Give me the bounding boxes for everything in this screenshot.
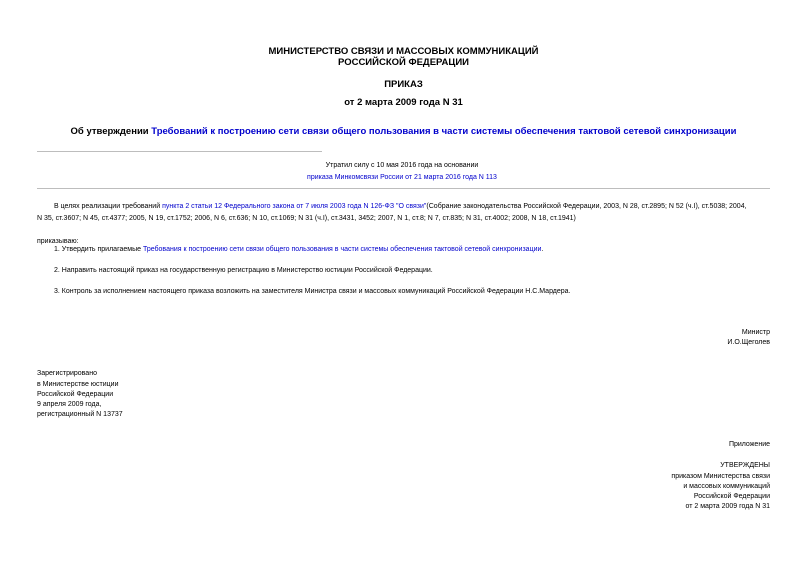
appendix-line4: от 2 марта 2009 года N 31	[685, 503, 770, 510]
order-item-1	[54, 245, 784, 255]
document-title	[0, 126, 807, 138]
registration-line5: регистрационный N 13737	[37, 411, 123, 418]
ministry-name-line2: РОССИЙСКОЙ ФЕДЕРАЦИИ	[337, 57, 469, 68]
appendix-label: Приложение	[728, 441, 770, 448]
intro-prefix: В целях реализации требований	[54, 203, 163, 210]
intro-rest: (Собрание законодательства Российской Федерации, 2003, N 28, ст.2895; N 52 (ч.I), ст.5038; 2004,	[426, 203, 747, 210]
registration-line4: 9 апреля 2009 года,	[37, 401, 102, 408]
registration-line2: в Министерстве юстиции	[37, 381, 119, 388]
order-item-3: 3. Контроль за исполнением настоящего приказа возложить на заместителя Министра связи и массовых коммуникаций Российской Федерации Н.С.Мардера.	[54, 288, 571, 295]
title-link[interactable]: Требований к построению сети связи общего пользования в части системы обеспечения тактовой сетевой синхронизации	[151, 126, 737, 137]
federal-law-link[interactable]: пункта 2 статьи 12 Федерального закона от 7 июля 2003 года N 126-ФЗ "О связи"	[162, 203, 427, 210]
registration-line3: Российской Федерации	[37, 391, 114, 398]
lost-force-note: Утратил силу с 10 мая 2016 года на основании	[325, 162, 479, 169]
signature-position: Министр	[741, 329, 770, 336]
divider-short	[37, 151, 322, 152]
title-prefix: Об утверждении	[70, 126, 152, 137]
divider-full	[37, 188, 770, 189]
lost-force-basis	[302, 173, 502, 183]
document-type: ПРИКАЗ	[384, 79, 423, 90]
order-word: приказываю:	[37, 238, 79, 245]
ministry-name-line1: МИНИСТЕРСТВО СВЯЗИ И МАССОВЫХ КОММУНИКАЦИЙ	[268, 46, 539, 57]
requirements-link[interactable]: Требования к построению сети связи общего пользования в части системы обеспечения тактовой сетевой синхронизации	[142, 246, 542, 253]
intro-paragraph-line2: N 35, ст.3607; N 45, ст.4377; 2005, N 19, ст.1752; 2006, N 6, ст.636; N 10, ст.1069; N 31 (ч.I), ст.3431, 3452; 2007, N 1, ст.8; N 7, ст.835; N 31, ст.4002; 2008, N 18, ст.1941)	[37, 215, 576, 222]
item1-prefix: 1. Утвердить прилагаемые	[54, 246, 143, 253]
intro-paragraph-line1	[54, 202, 784, 212]
item1-suffix: .	[541, 246, 544, 253]
order-item-2: 2. Направить настоящий приказ на государственную регистрацию в Министерство юстиции Российской Федерации.	[54, 267, 433, 274]
document-date: от 2 марта 2009 года N 31	[344, 97, 463, 108]
signature-name: И.О.Щеголев	[727, 339, 770, 346]
basis-order-link[interactable]: приказа Минкомсвязи России от 21 марта 2016 года N 113	[307, 174, 497, 181]
appendix-line3: Российской Федерации	[693, 493, 770, 500]
registration-line1: Зарегистрировано	[37, 370, 97, 377]
appendix-line1: приказом Министерства связи	[671, 473, 770, 480]
appendix-approved: УТВЕРЖДЕНЫ	[720, 462, 770, 469]
appendix-line2: и массовых коммуникаций	[683, 483, 770, 490]
